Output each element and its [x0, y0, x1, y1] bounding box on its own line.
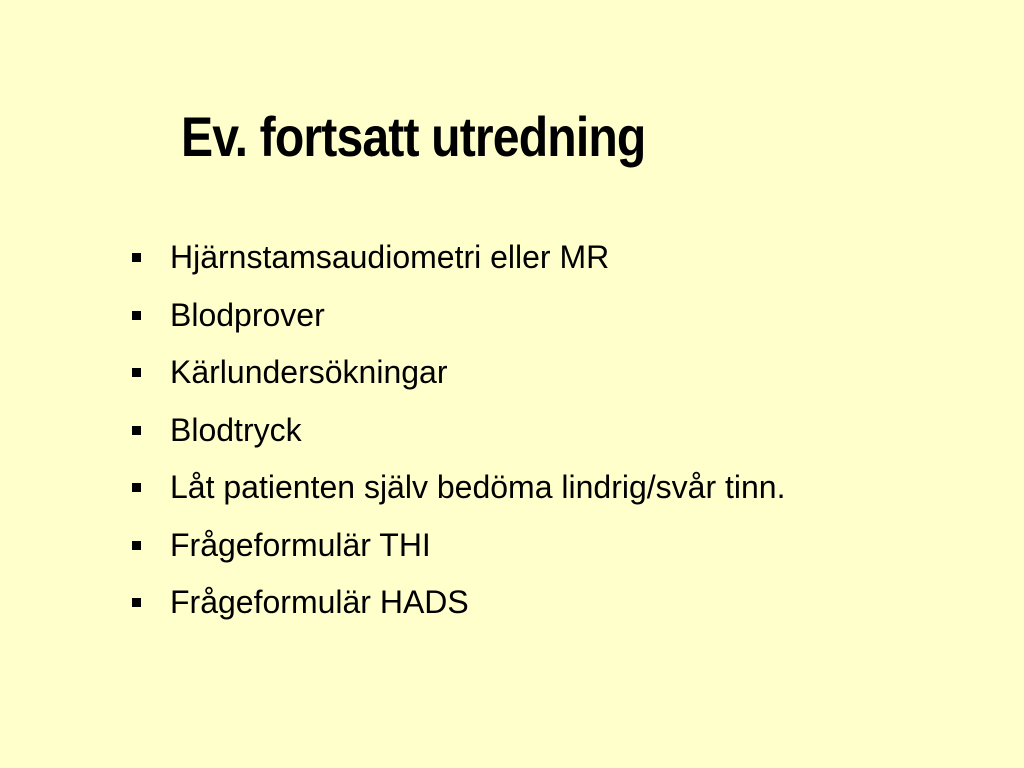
square-bullet-icon [132, 253, 141, 262]
bullet-text: Låt patienten själv bedöma lindrig/svår tinn. [170, 469, 786, 506]
list-item [128, 574, 785, 632]
list-item [128, 287, 785, 345]
slide-title: Ev. fortsatt utredning [181, 105, 646, 168]
square-bullet-icon [132, 483, 141, 492]
square-bullet-icon [132, 368, 141, 377]
list-item [128, 344, 785, 402]
bullet-text: Kärlundersökningar [170, 354, 448, 391]
square-bullet-icon [132, 598, 141, 607]
square-bullet-icon [132, 426, 141, 435]
bullet-text: Blodtryck [170, 411, 302, 448]
square-bullet-icon [132, 541, 141, 550]
bullet-text: Frågeformulär HADS [170, 584, 469, 621]
list-item [128, 517, 785, 575]
bullet-list [128, 229, 785, 632]
list-item [128, 402, 785, 460]
list-item [128, 229, 785, 287]
list-item [128, 459, 785, 517]
square-bullet-icon [132, 311, 141, 320]
bullet-text: Hjärnstamsaudiometri eller MR [170, 239, 610, 276]
bullet-text: Blodprover [170, 296, 325, 333]
bullet-text: Frågeformulär THI [170, 526, 431, 563]
